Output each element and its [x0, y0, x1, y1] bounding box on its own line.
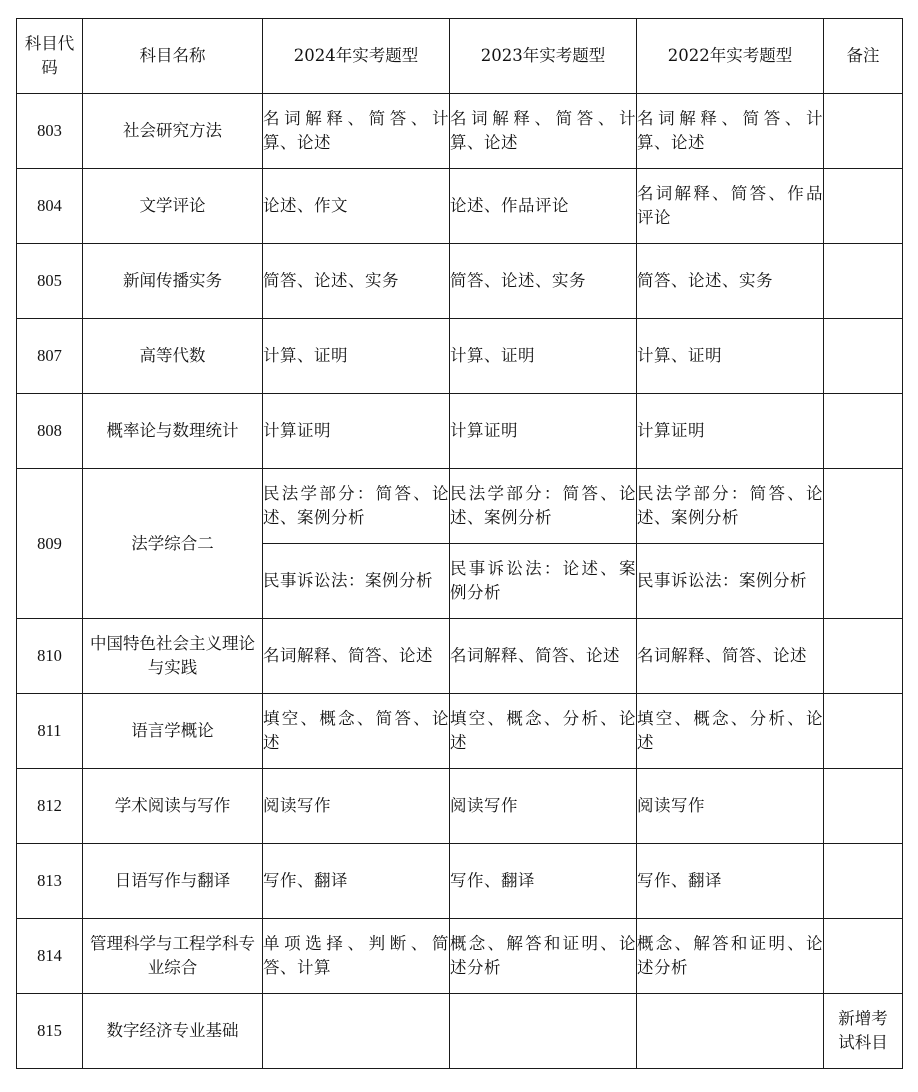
note-cell — [824, 619, 903, 694]
table-row — [17, 994, 903, 1069]
note-cell — [824, 94, 903, 169]
types-2023: 计算证明 — [450, 394, 637, 469]
header-note: 备注 — [824, 19, 903, 94]
header-2023: 2023年实考题型 — [450, 19, 637, 94]
types-2022: 名词解释、简答、论述 — [637, 619, 824, 694]
types-2023: 论述、作品评论 — [450, 169, 637, 244]
types-2023: 填空、概念、分析、论述 — [450, 694, 637, 769]
header-row — [17, 19, 903, 94]
types-2023: 计算、证明 — [450, 319, 637, 394]
types-2023: 阅读写作 — [450, 769, 637, 844]
note-cell: 新增考试科目 — [824, 994, 903, 1069]
table-row — [17, 319, 903, 394]
subject-name: 学术阅读与写作 — [83, 769, 263, 844]
subject-code: 804 — [17, 169, 83, 244]
note-cell — [824, 919, 903, 994]
types-2023: 写作、翻译 — [450, 844, 637, 919]
types-2024: 计算、证明 — [263, 319, 450, 394]
header-code: 科目代码 — [17, 19, 83, 94]
exam-types-table — [16, 18, 903, 1069]
subject-code: 805 — [17, 244, 83, 319]
types-2022: 计算、证明 — [637, 319, 824, 394]
types-2022: 填空、概念、分析、论述 — [637, 694, 824, 769]
subject-name: 高等代数 — [83, 319, 263, 394]
subject-name: 法学综合二 — [83, 469, 263, 619]
types-2024 — [263, 994, 450, 1069]
types-2022: 名词解释、简答、作品评论 — [637, 169, 824, 244]
types-2022-civil-law: 民法学部分：简答、论述、案例分析 — [637, 469, 824, 544]
types-2022 — [637, 994, 824, 1069]
types-2024: 计算证明 — [263, 394, 450, 469]
table-row — [17, 919, 903, 994]
table-row — [17, 844, 903, 919]
types-2024: 名词解释、简答、计算、论述 — [263, 94, 450, 169]
subject-name: 文学评论 — [83, 169, 263, 244]
types-2023: 名词解释、简答、论述 — [450, 619, 637, 694]
types-2024: 名词解释、简答、论述 — [263, 619, 450, 694]
subject-name: 日语写作与翻译 — [83, 844, 263, 919]
note-cell — [824, 169, 903, 244]
types-2022: 简答、论述、实务 — [637, 244, 824, 319]
subject-code: 803 — [17, 94, 83, 169]
types-2023-civil-law: 民法学部分：简答、论述、案例分析 — [450, 469, 637, 544]
types-2024: 写作、翻译 — [263, 844, 450, 919]
subject-code: 810 — [17, 619, 83, 694]
note-cell — [824, 244, 903, 319]
types-2022: 名词解释、简答、计算、论述 — [637, 94, 824, 169]
header-name: 科目名称 — [83, 19, 263, 94]
types-2022: 写作、翻译 — [637, 844, 824, 919]
table-row — [17, 769, 903, 844]
note-cell — [824, 844, 903, 919]
note-cell — [824, 319, 903, 394]
subject-name: 新闻传播实务 — [83, 244, 263, 319]
header-2022: 2022年实考题型 — [637, 19, 824, 94]
types-2024: 阅读写作 — [263, 769, 450, 844]
table-row — [17, 619, 903, 694]
types-2024: 填空、概念、简答、论述 — [263, 694, 450, 769]
table-row — [17, 94, 903, 169]
types-2022: 阅读写作 — [637, 769, 824, 844]
subject-code: 811 — [17, 694, 83, 769]
table-row — [17, 694, 903, 769]
note-cell — [824, 394, 903, 469]
types-2024-civil-law: 民法学部分：简答、论述、案例分析 — [263, 469, 450, 544]
subject-code: 814 — [17, 919, 83, 994]
subject-code: 808 — [17, 394, 83, 469]
types-2024: 论述、作文 — [263, 169, 450, 244]
table-row — [17, 169, 903, 244]
header-2024: 2024年实考题型 — [263, 19, 450, 94]
subject-name: 概率论与数理统计 — [83, 394, 263, 469]
types-2023: 概念、解答和证明、论述分析 — [450, 919, 637, 994]
types-2022: 概念、解答和证明、论述分析 — [637, 919, 824, 994]
subject-name: 数字经济专业基础 — [83, 994, 263, 1069]
subject-name: 管理科学与工程学科专业综合 — [83, 919, 263, 994]
types-2023-civil-procedure: 民事诉讼法：论述、案例分析 — [450, 544, 637, 619]
types-2023: 名词解释、简答、计算、论述 — [450, 94, 637, 169]
note-cell — [824, 769, 903, 844]
table-row — [17, 394, 903, 469]
subject-code: 809 — [17, 469, 83, 619]
types-2024-civil-procedure: 民事诉讼法：案例分析 — [263, 544, 450, 619]
table-row — [17, 469, 903, 544]
table-row — [17, 244, 903, 319]
types-2022-civil-procedure: 民事诉讼法：案例分析 — [637, 544, 824, 619]
types-2024: 简答、论述、实务 — [263, 244, 450, 319]
types-2022: 计算证明 — [637, 394, 824, 469]
subject-code: 813 — [17, 844, 83, 919]
subject-name: 语言学概论 — [83, 694, 263, 769]
subject-code: 815 — [17, 994, 83, 1069]
subject-name: 中国特色社会主义理论与实践 — [83, 619, 263, 694]
subject-code: 812 — [17, 769, 83, 844]
types-2023: 简答、论述、实务 — [450, 244, 637, 319]
subject-code: 807 — [17, 319, 83, 394]
note-cell — [824, 469, 903, 619]
subject-name: 社会研究方法 — [83, 94, 263, 169]
note-cell — [824, 694, 903, 769]
types-2024: 单项选择、判断、简答、计算 — [263, 919, 450, 994]
types-2023 — [450, 994, 637, 1069]
